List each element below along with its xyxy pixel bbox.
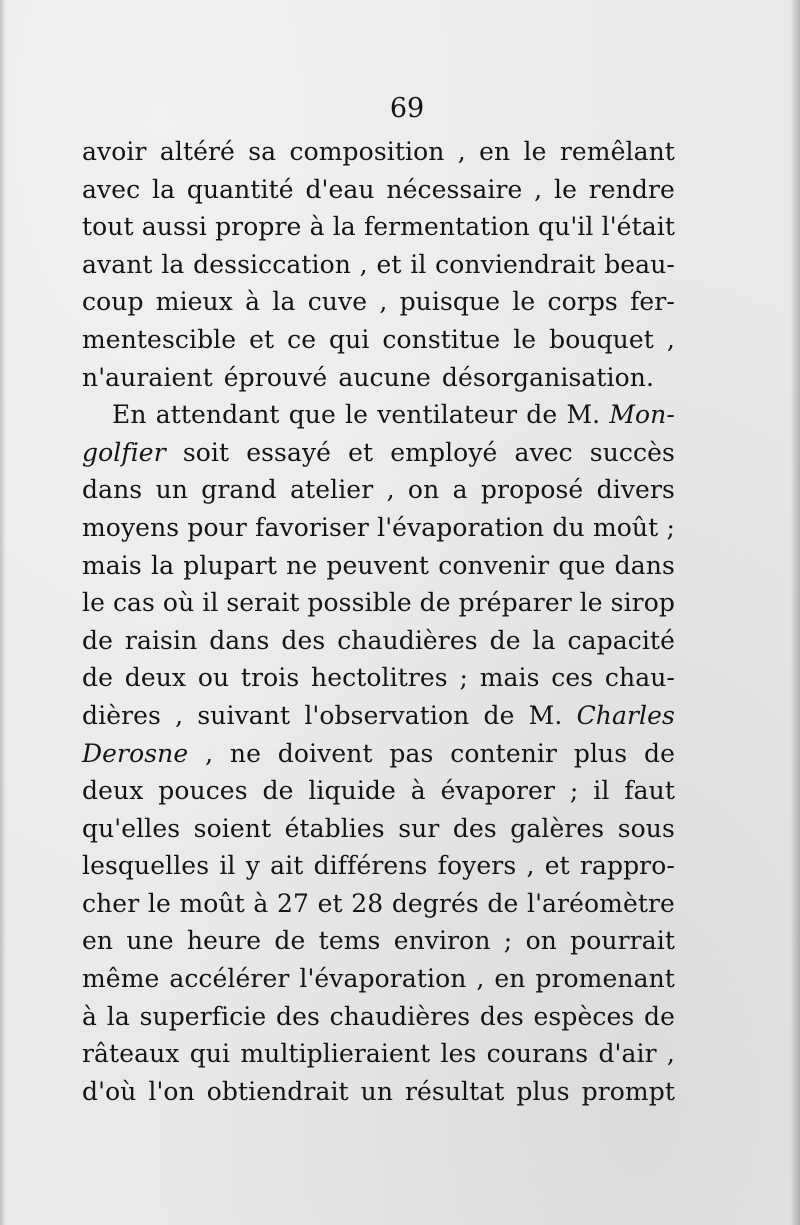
word: favoriser [255,512,369,542]
text-line [82,1073,675,1111]
word: , [534,174,543,204]
text-line [82,396,675,434]
word: des [479,1001,524,1031]
text-line [82,922,675,960]
word: de [643,738,675,768]
text-line [82,133,675,171]
word: la [151,550,175,580]
word: il [202,588,219,618]
word: ne [286,550,318,580]
word: soit [182,437,230,467]
word: doivent [277,738,373,768]
word: ; [666,512,675,542]
word: nécessaire [386,174,523,204]
word: ce [287,324,317,354]
word: proposé [480,475,584,505]
word: d'où [82,1076,137,1106]
word: Charles [576,700,675,730]
word: multiplieraient [240,1039,431,1069]
word: d'air [598,1039,657,1069]
word: on [407,475,440,505]
text-line [82,885,675,923]
word: il [593,776,610,806]
word: , [666,324,675,354]
word: à [309,212,325,242]
page-edge-shadow-right [790,0,800,1225]
word: de [82,625,113,655]
word: à [245,287,261,317]
word: contenir [450,738,558,768]
word: sirop [610,588,675,618]
word: plus [516,1076,570,1106]
word: à [410,776,426,806]
word: que [558,550,606,580]
word: , [175,700,184,730]
word: ventilateur [377,400,518,430]
word: convenir [438,550,550,580]
text-line [82,547,675,585]
word: remêlant [559,137,675,166]
word: chau- [604,663,675,693]
word: ces [551,663,594,693]
word: et [544,851,570,881]
word: avec [82,174,141,204]
word: râteaux [82,1039,180,1069]
word: tout [82,212,134,242]
word: courans [486,1039,589,1069]
word: des [276,1001,320,1031]
word: ; [459,663,468,693]
word: d'eau [305,174,375,204]
word: du [552,512,585,542]
word: un [360,1076,394,1106]
word: beau- [604,249,675,279]
word: , [379,287,388,317]
word: liquide [308,776,396,806]
word: divers [596,475,675,505]
word: et [317,888,343,918]
text-line [82,359,675,397]
word: sous [617,813,675,843]
word: en [494,964,526,994]
word: suivant [197,700,291,730]
word: raisin [124,625,198,655]
text-line [82,321,675,359]
word: et [376,249,402,279]
word: y [245,851,260,881]
word: l'était [601,212,675,242]
text-line [82,960,675,998]
word: serait [226,588,300,618]
word: cher [82,888,140,918]
word: hectolitres [311,663,448,693]
word: il [219,851,236,881]
word: coup [82,287,144,317]
word: et [348,437,374,467]
word: de [644,1001,675,1031]
word: établies [284,813,385,843]
word: plus [573,738,628,768]
word: mais [82,550,142,580]
word: prompt [581,1076,675,1106]
word: que [288,400,336,430]
word: bouquet [549,324,654,354]
word: le [345,400,369,430]
word: la [272,287,296,317]
text-line [82,283,675,321]
word: essayé [246,437,332,467]
word: accélérer [169,964,290,994]
word: puisque [399,287,501,317]
word: l'aréomètre [526,888,675,918]
word: peuvent [326,550,430,580]
word: préparer [458,588,572,618]
word: ; [503,926,513,956]
word: désorganisation. [441,362,655,392]
word: golfier [82,437,166,467]
word: promenant [535,964,675,994]
word: atelier [290,475,374,505]
word: composition [289,137,445,166]
word: pour [187,512,247,542]
word: à [253,888,269,918]
word: attendant [155,400,280,430]
word: deux [124,663,187,693]
word: de [419,588,451,618]
word: mieux [155,287,233,317]
word: l'évaporation [299,964,467,994]
text-line [82,434,675,472]
word: en [479,137,511,166]
word: la [332,212,356,242]
word: grand [201,475,277,505]
word: à [82,1001,98,1031]
text-line [82,810,675,848]
word: et [249,324,275,354]
word: , [526,851,535,881]
word: capacité [567,625,675,655]
word: le [513,324,537,354]
word: succès [589,437,675,467]
word: qu'il [538,212,594,242]
word: possible [307,588,412,618]
word: les [440,1039,477,1069]
word: moût [592,512,659,542]
word: fermentation [363,212,530,242]
word: de [526,400,558,430]
word: de [274,926,306,956]
word: quantité [186,174,294,204]
word: qui [329,324,370,354]
word: le [553,174,577,204]
word: dessiccation [193,249,351,279]
word: où [162,588,195,618]
word: dans [82,475,143,505]
word: soient [193,813,272,843]
word: différens [313,851,428,881]
word: de [82,663,113,693]
word: ait [270,851,304,881]
word: sa [248,137,277,166]
word: le [579,588,603,618]
word: la [161,249,185,279]
text-line [82,509,675,547]
text-line [82,697,675,735]
word: on [525,926,557,956]
text-line [82,171,675,209]
word: lesquelles [82,851,210,881]
word: aussi [141,212,207,242]
word: qu'elles [82,813,181,843]
word: pouces [158,776,248,806]
word: pas [389,738,434,768]
word: espèces [533,1001,635,1031]
word: cuve [307,287,368,317]
word: constitue [382,324,501,354]
word: , [205,738,214,768]
word: ne [229,738,261,768]
text-line [82,584,675,622]
word: superficie [139,1001,267,1031]
word: dières [82,700,161,730]
word: moyens [82,512,180,542]
word: conviendrait [435,249,596,279]
word: de [262,776,294,806]
word: l'on [148,1076,195,1106]
text-line [82,847,675,885]
word: dans [209,625,270,655]
word: dans [614,550,675,580]
word: des [281,625,326,655]
word: résultat [404,1076,505,1106]
word: altéré [159,137,235,166]
word: le [82,588,105,618]
word: employé [390,437,498,467]
text-line [82,735,675,773]
word: le [512,287,536,317]
text-line [82,471,675,509]
text-line [82,659,675,697]
word: rendre [588,174,675,204]
word: rappro- [579,851,675,881]
word: heure [186,926,262,956]
word: galères [510,813,605,843]
word: mentescible [82,324,237,354]
word: n'auraient [82,362,213,392]
word: l'évaporation [377,512,545,542]
word: obtiendrait [206,1076,349,1106]
word: ; [569,776,579,806]
word: fer- [630,287,675,317]
word: la [106,1001,130,1031]
word: deux [82,776,144,806]
word: ou [197,663,230,693]
word: a [452,475,468,505]
word: la [152,174,176,204]
word: évaporer [440,776,555,806]
word: un [155,475,188,505]
word: , [476,964,485,994]
body-text [82,133,675,1110]
word: avoir [82,137,147,166]
word: corps [547,287,618,317]
word: , [359,249,368,279]
word: avant [82,249,153,279]
word: M. [528,700,563,730]
word: même [82,964,160,994]
word: propre [215,212,302,242]
word: la [532,625,556,655]
word: plupart [183,550,277,580]
text-line [82,622,675,660]
word: en [82,926,114,956]
word: , [666,1039,675,1069]
word: chaudières [329,1001,471,1031]
page-edge-shadow-left [0,0,6,1225]
word: Derosne [82,738,189,768]
word: mais [479,663,540,693]
word: tems [318,926,381,956]
word: foyers [437,851,517,881]
word: le [147,888,171,918]
word: de [483,700,515,730]
word: , [386,475,395,505]
word: une [126,926,174,956]
word: l'observation [304,700,470,730]
word: , [457,137,466,166]
word: des [452,813,497,843]
word: degrés [391,888,479,918]
word: cas [112,588,155,618]
word: pourrait [570,926,675,956]
word: En [112,400,147,430]
word: M. [566,400,601,430]
word: de [487,888,519,918]
word: le [523,137,547,166]
page-number: 69 [389,93,425,124]
text-line [82,208,675,246]
word: de [489,625,521,655]
word: chaudières [337,625,478,655]
word: faut [624,776,675,806]
word: sur [398,813,440,843]
word: moût [179,888,245,918]
word: avec [514,437,573,467]
word: aucune [338,362,431,392]
word: trois [240,663,300,693]
word: Mon- [609,400,675,430]
word: 28 [351,888,384,918]
word: environ [393,926,491,956]
text-line [82,246,675,284]
word: 27 [276,888,309,918]
text-line [82,772,675,810]
word: qui [189,1039,231,1069]
text-line [82,1035,675,1073]
text-line [82,998,675,1036]
word: éprouvé [223,362,328,392]
word: il [410,249,427,279]
